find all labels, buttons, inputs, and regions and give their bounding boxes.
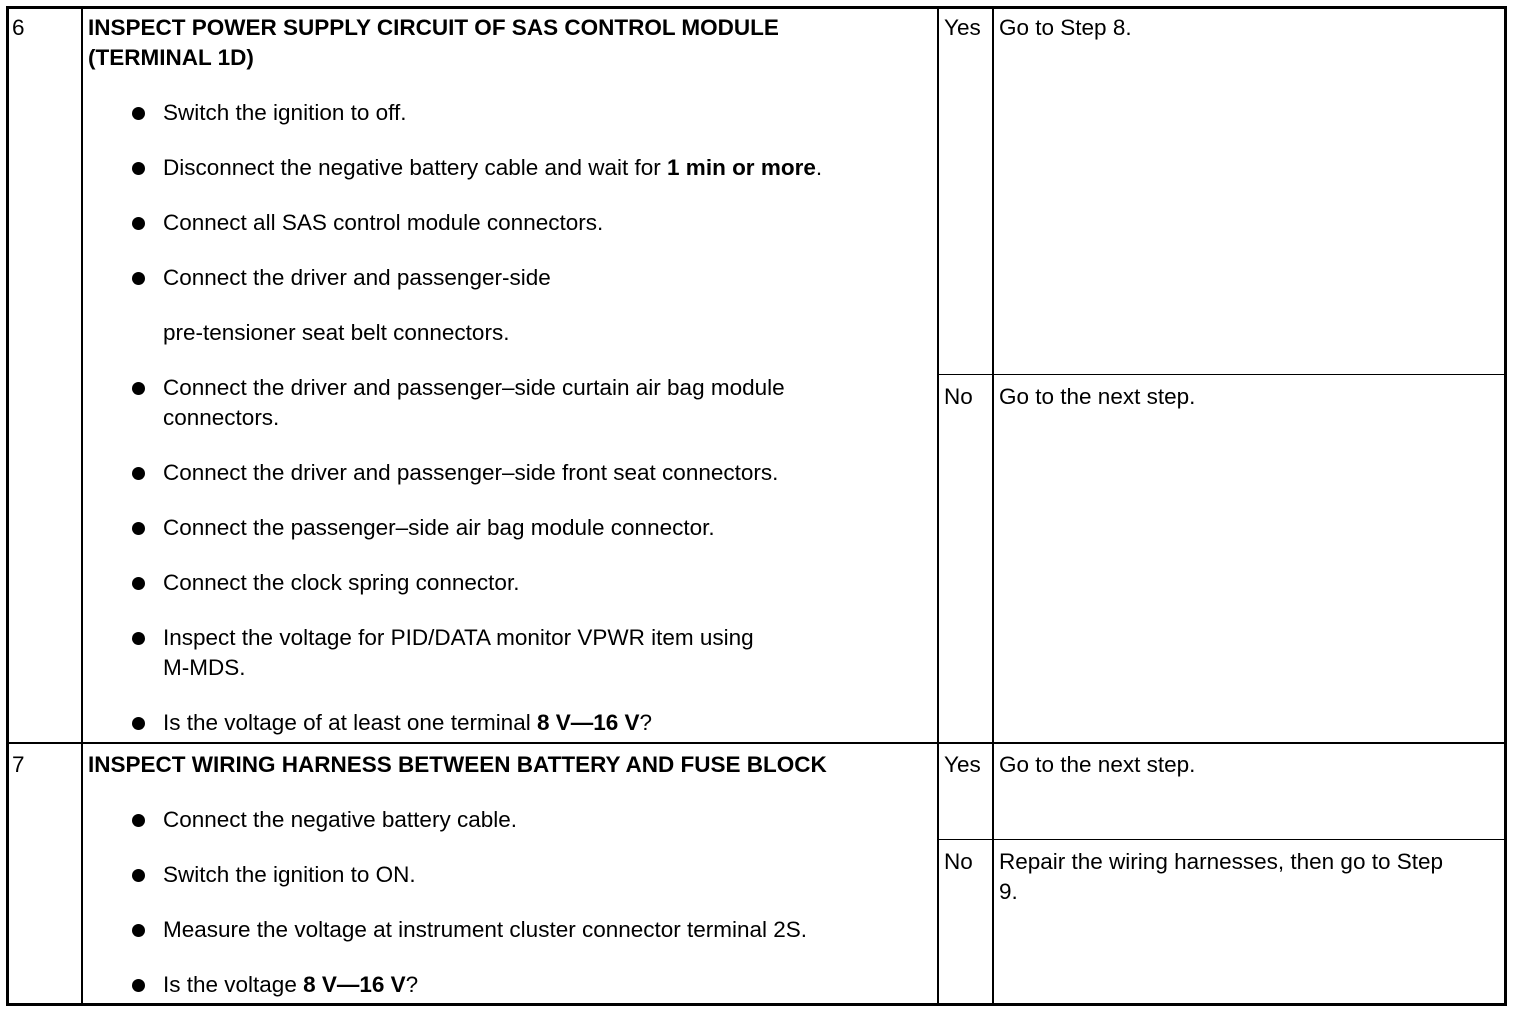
no-label: No (944, 849, 973, 874)
no-action: Go to the next step. (999, 384, 1196, 409)
column-divider-number (81, 6, 83, 1006)
bullet-icon (132, 632, 145, 645)
bullet-icon (132, 717, 145, 730)
step-instruction: Inspect the voltage for PID/DATA monitor VPWR item using (163, 625, 754, 650)
step-instruction: Connect the clock spring connector. (163, 570, 520, 595)
yes-no-divider-step6 (938, 374, 1506, 375)
yes-no-divider-step7 (938, 839, 1506, 840)
emphasis-text: 8 V—16 V (303, 972, 406, 997)
no-label: No (944, 384, 973, 409)
step-question: Is the voltage 8 V—16 V? (163, 972, 419, 997)
bullet-icon (132, 272, 145, 285)
no-action: Repair the wiring harnesses, then go to Step (999, 849, 1444, 874)
step-instruction: Connect the driver and passenger-side (163, 265, 551, 290)
step-instruction: Connect the negative battery cable. (163, 807, 517, 832)
step-question: Is the voltage of at least one terminal 8 V—16 V? (163, 710, 653, 735)
step-number: 6 (12, 15, 25, 40)
bullet-icon (132, 467, 145, 480)
bullet-icon (132, 577, 145, 590)
step-instruction: Connect the passenger–side air bag module connector. (163, 515, 715, 540)
bullet-icon (132, 522, 145, 535)
bullet-icon (132, 382, 145, 395)
step-heading: INSPECT WIRING HARNESS BETWEEN BATTERY AND FUSE BLOCK (88, 752, 827, 777)
emphasis-text: 1 min or more (667, 155, 816, 180)
step-instruction: Switch the ignition to ON. (163, 862, 416, 887)
bullet-icon (132, 107, 145, 120)
step-instruction-line2: M-MDS. (163, 655, 246, 680)
step-instruction: Disconnect the negative battery cable and wait for 1 min or more. (163, 155, 823, 180)
emphasis-text: 8 V—16 V (536, 710, 640, 735)
bullet-icon (132, 814, 145, 827)
step-number: 7 (12, 752, 25, 777)
step-instruction-line2: connectors. (163, 405, 280, 430)
step-instruction: Connect the driver and passenger–side front seat connectors. (163, 460, 779, 485)
yes-action: Go to the next step. (999, 752, 1196, 777)
bullet-icon (132, 217, 145, 230)
step-instruction: Switch the ignition to off. (163, 100, 407, 125)
yes-label: Yes (944, 15, 981, 40)
step-heading-line2: (TERMINAL 1D) (88, 45, 254, 70)
no-action-line2: 9. (999, 879, 1018, 904)
step-instruction: Connect all SAS control module connectors. (163, 210, 604, 235)
yes-action: Go to Step 8. (999, 15, 1132, 40)
column-divider-yesno (937, 6, 939, 1006)
yes-label: Yes (944, 752, 981, 777)
column-divider-action (992, 6, 994, 1006)
step-instruction: Connect the driver and passenger–side curtain air bag module (163, 375, 785, 400)
bullet-icon (132, 924, 145, 937)
step-instruction-continuation: pre-tensioner seat belt connectors. (163, 320, 510, 345)
step-heading: INSPECT POWER SUPPLY CIRCUIT OF SAS CONTROL MODULE (88, 15, 779, 40)
step-instruction: Measure the voltage at instrument cluster connector terminal 2S. (163, 917, 808, 942)
bullet-icon (132, 162, 145, 175)
bullet-icon (132, 869, 145, 882)
row-divider (6, 742, 1507, 744)
bullet-icon (132, 979, 145, 992)
